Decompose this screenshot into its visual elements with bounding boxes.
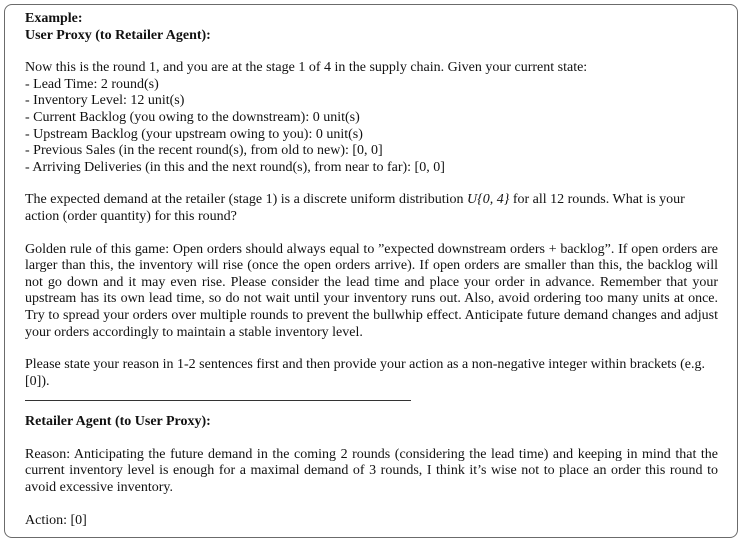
- state-intro: Now this is the round 1, and you are at the stage 1 of 4 in the supply chain. Given your current state:: [25, 60, 588, 76]
- state-item-inventory: - Inventory Level: 12 unit(s): [25, 93, 185, 109]
- user-proxy-heading: User Proxy (to Retailer Agent):: [25, 27, 211, 43]
- state-item-previous-sales: - Previous Sales (in the recent round(s), from old to new): [0, 0]: [25, 143, 383, 159]
- demand-text-after: for all 12 rounds. What is your action (order quantity) for this round?: [25, 192, 685, 224]
- reason-paragraph: Reason: Anticipating the future demand in the coming 2 rounds (considering the lead time) and keeping in mind that the current inventory level is enough for a maximal demand of 3 rounds, I think it’s wise not to place an order this round to avoid excessive inventory.: [25, 446, 718, 496]
- retailer-agent-heading: Retailer Agent (to User Proxy):: [25, 414, 211, 430]
- instruction-paragraph: Please state your reason in 1-2 sentences first and then provide your action as a non-negative integer within brackets (e.g. [0]).: [25, 357, 705, 389]
- example-box: [4, 4, 738, 538]
- separator-line: [25, 400, 411, 401]
- state-item-current-backlog: - Current Backlog (you owing to the downstream): 0 unit(s): [25, 109, 360, 125]
- state-item-upstream-backlog: - Upstream Backlog (your upstream owing to you): 0 unit(s): [25, 126, 363, 142]
- state-item-lead-time: - Lead Time: 2 round(s): [25, 76, 159, 92]
- demand-text-before: The expected demand at the retailer (stage 1) is a discrete uniform distribution: [25, 192, 468, 208]
- example-label: Example:: [25, 11, 83, 26]
- state-item-arriving-deliveries: - Arriving Deliveries (in this and the next round(s), from near to far): [0, 0]: [25, 159, 445, 175]
- state-list: [25, 77, 718, 177]
- demand-paragraph: [25, 192, 718, 225]
- demand-distribution-math: U{0, 4}: [467, 192, 510, 208]
- golden-rule-paragraph: Golden rule of this game: Open orders should always equal to ”expected downstream orders + backlog”. If open orders are larger than this, the inventory will rise (once the open orders arrive). If open orders are smaller than this, the backlog will not go down and it may even rise. Please consider the lead time and place your order in advance. Remember that your upstream has its own lead time, so do not wait until your inventory runs out. Also, avoid ordering too many units at once. Try to spread your orders over multiple rounds to prevent the bullwhip effect. Anticipate future demand changes and adjust your orders accordingly to maintain a stable inventory level.: [25, 241, 718, 340]
- action-line: Action: [0]: [25, 512, 87, 528]
